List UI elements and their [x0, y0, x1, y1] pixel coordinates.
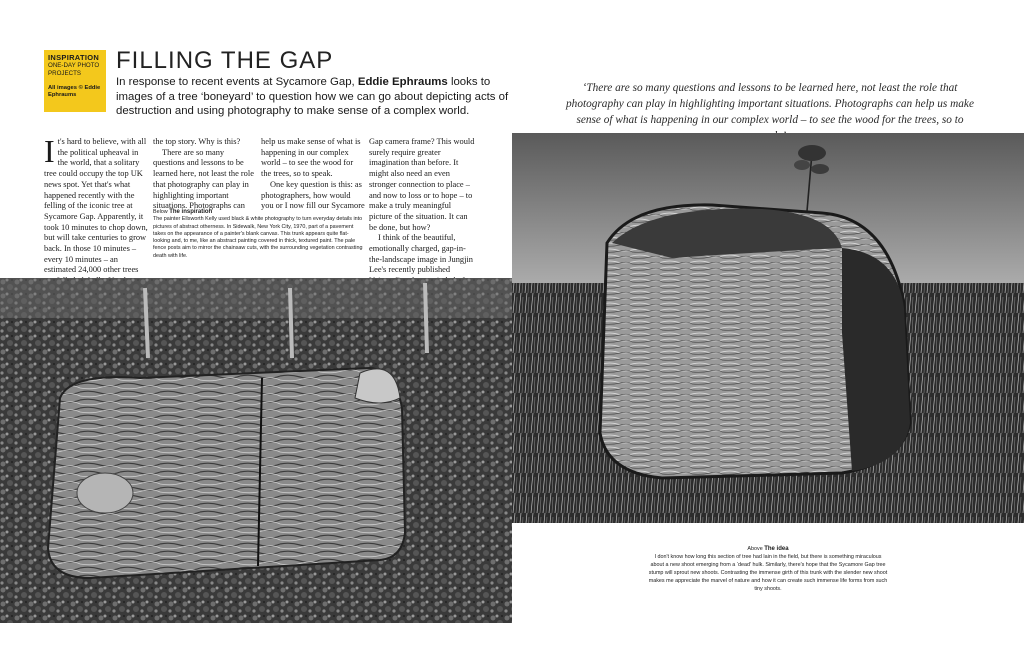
caption-title: The idea: [764, 546, 789, 552]
caption-idea: [648, 545, 888, 593]
pull-quote: ‘There are so many questions and lessons to be learned here, not least the role that photography can play in highlighting important situations. Photographs can help us make sense of what is happening in our complex world – to see the wood for the trees, so to: [566, 82, 974, 126]
caption-text: I don't know how long this section of tree had lain in the field, but there is something miraculous about a new shoot emerging from a ‘dead’ hulk. Similarly, there's hope that the Sycamore Gap tree stump will sprout new shoots. Contrasting the immense girth of this trunk with the slender new shoot makes me appreciate the marvel of nature and how it can create such immense life forms from such tiny shoots.: [648, 554, 888, 592]
author-name: Eddie Ephraums: [357, 76, 448, 88]
caption-title: The inspiration: [169, 209, 213, 215]
body-column-3: [261, 137, 365, 211]
page-title: FILLING THE GAP: [116, 47, 334, 74]
section-tag: [44, 50, 106, 112]
body-paragraph: the top story. Why is this?: [153, 137, 241, 146]
caption-label: Below: [153, 209, 168, 215]
caption-inspiration: [153, 209, 365, 260]
standfirst-lead: In response to recent events at Sycamore Gap,: [116, 76, 355, 88]
body-paragraph: I think of the beautiful, emotionally charged, gap-in-the-landscape image in Jungjin Lee's recently published: [369, 233, 473, 275]
body-paragraph: t's hard to believe, with all the political upheaval in the world, that a solitary tree could occupy the top UK news spot. Yet that's what happened recently with the felling of the iconic tree at Sycamore Gap. Apparently, it took 10 minutes to chop down, but will take centuries to grow back. In those 10 minutes – every 10 minutes – an estimated 24,000 other trees: [44, 137, 148, 275]
section-sublabel: ONE-DAY PHOTO PROJECTS: [48, 62, 100, 78]
section-label: INSPIRATION: [48, 53, 100, 62]
body-paragraph: help us make sense of what is happening in our complex world – to see the wood for the trees, so to speak.: [261, 137, 361, 179]
body-paragraph: There are so many questions and lessons to be learned here, not least the role that photography can play in highlighting important situations. Photographs can: [153, 147, 254, 211]
caption-text: The painter Ellsworth Kelly used black & white photography to turn everyday details into pictures of abstract otherness. In Sidewalk, New York City, 1970, part of a pavement takes on the appearance of a painter's blank canvas. This trunk appears quite flat-looking and, to me, like an abstract painting covered in thick, textured paint. The pale fence posts aim to mirror the chainsaw cuts, with the surrounding vegetation contrasting death with life.: [153, 216, 363, 259]
photo-tree-stump-new-shoot: [512, 133, 1024, 523]
body-column-1: [44, 133, 148, 298]
body-paragraph: One key question is this: as photographers, how would you or I now fill our Sycamore: [261, 179, 365, 211]
caption-label: Above: [747, 546, 763, 552]
body-paragraph: Gap camera frame? This would surely require greater imagination than before. It might also need an even stronger connection to place – and now to loss or to hope – to make a truly meaningful picture of the situation. It can be done, but how?: [369, 137, 475, 232]
photo-fallen-trunk: [0, 278, 512, 623]
body-column-2: [153, 137, 257, 211]
standfirst: [116, 75, 516, 119]
drop-cap: I: [44, 133, 55, 169]
standfirst-rest: looks to images of a tree ‘boneyard’ to question how we can go about depicting acts of destruction and using photography to make sense of a complex world.: [116, 76, 509, 117]
image-credit: All images © Eddie Ephraums: [48, 84, 101, 99]
body-column-4: [369, 137, 475, 299]
